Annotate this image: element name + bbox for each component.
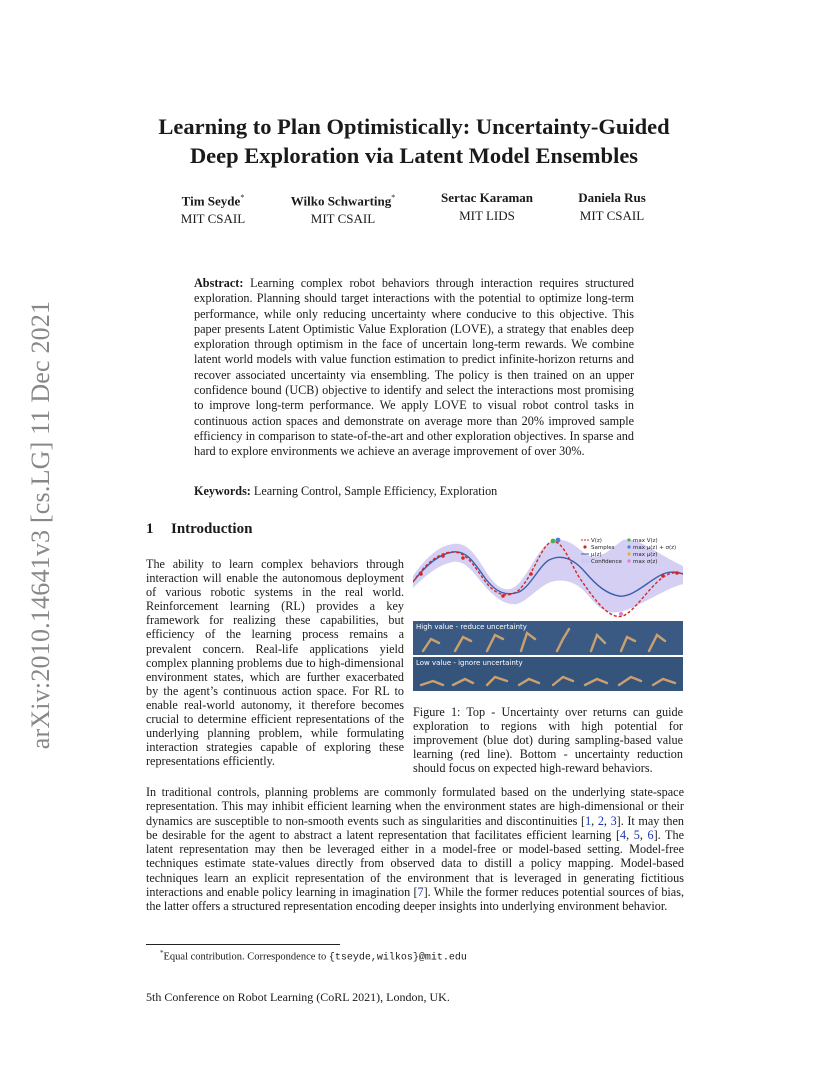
keywords-label: Keywords: (194, 484, 251, 498)
author-1 (170, 189, 256, 228)
legend-dot (627, 559, 630, 562)
legend-label: max σ(z) (633, 559, 658, 565)
footnote-rule (146, 944, 340, 945)
citation-link[interactable]: 6 (647, 827, 654, 842)
max-sigma-marker (619, 612, 623, 616)
arxiv-stamp (26, 295, 55, 755)
body-text: ]. While the former reduces potential sources of bias, the latter offers a structured representation encoding deeper insights into underlying environment behavior. (146, 885, 684, 914)
author-affiliation: MIT CSAIL (579, 208, 645, 223)
arxiv-stamp-text: arXiv:2010.14641v3 [cs.LG] 11 Dec 2021 (26, 300, 55, 750)
sample-point (441, 554, 445, 558)
footnote-mark: * (160, 949, 164, 957)
author-2 (283, 189, 403, 228)
legend-swatch (581, 559, 589, 563)
body-text: , (639, 827, 648, 842)
strip-label: Low value - ignore uncertainty (416, 659, 523, 667)
abstract (194, 276, 634, 460)
legend-dot (627, 552, 630, 555)
legend-dot (583, 545, 586, 548)
legend-label: Samples (591, 545, 615, 551)
sample-point (661, 574, 665, 578)
equal-contribution-mark: * (391, 193, 396, 202)
legend-label: V(z) (591, 538, 602, 544)
author-name: Daniela Rus (578, 190, 646, 205)
figure-caption: Figure 1: Top - Uncertainty over returns can guide exploration to regions with high potential for improvement (blue dot) during sampling-based value learning (red line). Bottom - uncertainty reduction should focus on expected high-reward behaviors. (413, 705, 683, 776)
legend-label: max V(z) (633, 538, 658, 544)
uncertainty-plot (413, 536, 683, 620)
author-name: Tim Seyde (181, 193, 241, 209)
keywords (194, 484, 634, 499)
legend-label: max μ(z) (633, 552, 658, 558)
body-text: , (603, 813, 611, 828)
author-4 (567, 189, 657, 225)
footnote-email: {tseyde,wilkos}@mit.edu (328, 952, 467, 964)
abstract-label: Abstract: (194, 276, 244, 290)
conference-footer: 5th Conference on Robot Learning (CoRL 2021), London, UK. (146, 990, 450, 1004)
figure-1 (413, 536, 683, 693)
intro-paragraph: The ability to learn complex behaviors through interaction will enable the autonomous deployment of various robotic systems in the real world. Reinforcement learning (RL) provides a key framework for realizing these capabilities, but efficiency of the learning process remains a prevalent concern. Real-life applications yield complex planning problems due to high-dimensional environment states, which are further exacerbated by the agent’s continuous action space. For RL to enable real-world autonomy, it therefore becomes crucial to determine efficient representations of the underlying planning problem, while formulating interaction strategies capable of exploring these representations efficiently. (146, 557, 404, 769)
legend-label: Confidence (591, 559, 622, 565)
author-affiliation: MIT CSAIL (310, 211, 376, 227)
section-heading (146, 521, 252, 538)
body-paragraph (146, 785, 684, 914)
legend-label: μ(z) (591, 552, 602, 558)
citation-link[interactable]: 4 (620, 827, 627, 842)
body-text: ]. The latent representation may then be leveraged either in a model-free or model-based setting. Model-free techniques estimate state-values directly from observed data to distill a policy mapping. Model-based techniques learn an explicit representation of the environment that is leveraged in generating fictitious interactions and enable policy learning in imagination [ (146, 827, 685, 900)
equal-contribution-mark: * (240, 193, 245, 202)
max-ucb-marker (556, 538, 561, 543)
title-line-2: Deep Exploration via Latent Model Ensembles (189, 143, 639, 168)
author-3 (432, 189, 542, 225)
footnote-text: Equal contribution. Correspondence to (163, 951, 329, 963)
legend-label: max μ(z) + σ(z) (633, 545, 677, 551)
max-v-marker (551, 539, 556, 544)
keywords-text: Learning Control, Sample Efficiency, Exploration (253, 484, 498, 498)
low-value-strip (413, 657, 683, 691)
legend-dot (627, 538, 630, 541)
legend-dot (627, 545, 630, 548)
sample-point (501, 594, 505, 598)
author-affiliation: MIT LIDS (459, 208, 515, 223)
citation-link[interactable]: 7 (417, 885, 424, 900)
footnote (160, 949, 467, 964)
author-affiliation: MIT CSAIL (180, 211, 246, 227)
title-line-1: Learning to Plan Optimistically: Uncertainty-Guided (158, 114, 670, 139)
paper-title (100, 112, 728, 170)
body-text: ]. It may then be desirable for the agent to abstract a latent representation that facilitates efficient learning [ (146, 813, 684, 842)
body-text: , (591, 813, 598, 828)
sample-point (675, 571, 679, 575)
sample-point (529, 572, 533, 576)
sample-point (461, 556, 465, 560)
section-number: 1 (146, 521, 154, 537)
high-value-strip (413, 621, 683, 655)
citation-link[interactable]: 2 (597, 813, 604, 828)
body-text: , (626, 827, 634, 842)
section-title: Introduction (171, 521, 253, 537)
abstract-text: Learning complex robot behaviors through interaction requires structured exploration. Planning should target interactions with the potential to optimize long-term performance, while only reducing uncertainty where conducive to this objective. This paper presents Latent Optimistic Value Exploration (LOVE), a strategy that enables deep exploration through optimism in the face of uncertain long-term rewards. We combine latent world models with value function estimation to predict infinite-horizon returns and recover associated uncertainty via ensembling. The policy is then trained on an upper confidence bound (UCB) objective to identify and select the interactions most promising to improve long-term performance. We apply LOVE to visual robot control tasks in continuous action spaces and demonstrate on average more than 20% improved sample efficiency in comparison to state-of-the-art and other exploration objectives. In sparse and hard to explore environments we achieve an average improvement of over 30%. (194, 276, 634, 459)
citation-link[interactable]: 1 (585, 813, 592, 828)
body-text: In traditional controls, planning problems are commonly formulated based on the underlying state-space representation. This may inhibit efficient learning when the environment states are high-dimensional or their dynamics are susceptible to non-smooth events such as singularities and discontinuities [ (146, 785, 684, 828)
strip-label: High value - reduce uncertainty (416, 623, 527, 631)
author-name: Sertac Karaman (440, 190, 534, 205)
citation-link[interactable]: 3 (610, 813, 617, 828)
sample-point (419, 572, 423, 576)
citation-link[interactable]: 5 (633, 827, 640, 842)
author-name: Wilko Schwarting (290, 193, 392, 209)
